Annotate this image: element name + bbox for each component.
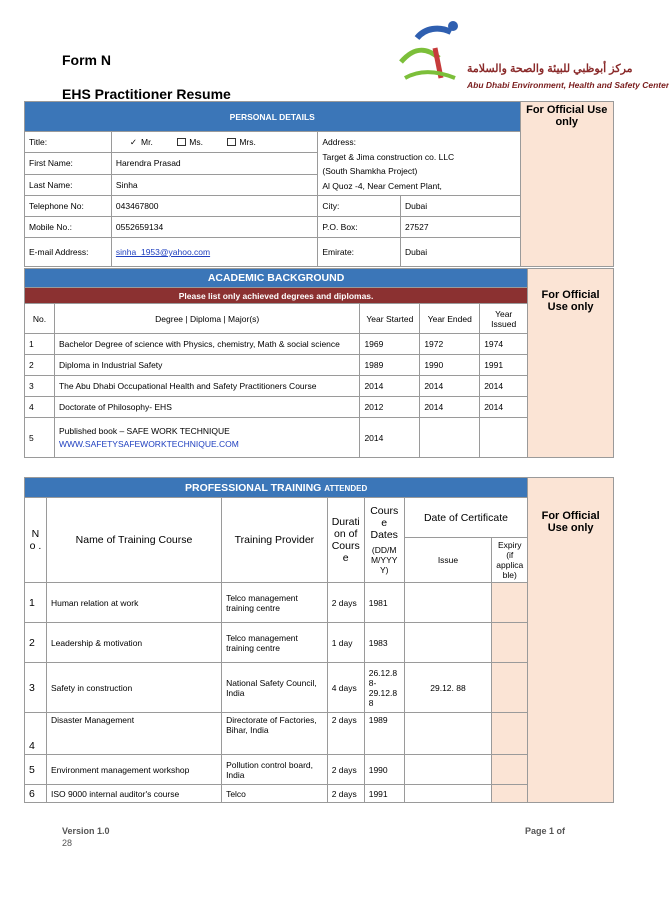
row-course: Human relation at work [46, 583, 221, 623]
mobile-label: Mobile No.: [25, 217, 112, 238]
email-link[interactable]: sinha_1953@yahoo.com [115, 247, 211, 257]
row-duration: 2 days [327, 785, 364, 803]
table-row [25, 713, 614, 755]
row-expiry [492, 785, 528, 803]
row-duration: 1 day [327, 623, 364, 663]
row-dates: 1990 [364, 755, 404, 785]
row-provider: National Safety Council, India [222, 663, 328, 713]
row-expiry [492, 755, 528, 785]
col-course-name: Name of Training Course [46, 498, 221, 583]
row-no: 5 [25, 418, 55, 458]
table-row [25, 355, 614, 376]
row-provider: Pollution control board, India [222, 755, 328, 785]
row-degree: The Abu Dhabi Occupational Health and Safety Practitioners Course [54, 376, 359, 397]
row-course: Safety in construction [46, 663, 221, 713]
row-no: 1 [25, 583, 47, 623]
row-issue: 29.12. 88 [404, 663, 492, 713]
col-expiry: Expiry (if applica ble) [492, 538, 528, 583]
row-issued: 1991 [480, 355, 528, 376]
col-degree: Degree | Diploma | Major(s) [54, 304, 359, 334]
col-duration: Durati on of Cours e [327, 498, 364, 583]
official-use-training: For Official Use only [528, 478, 614, 803]
pobox-label: P.O. Box: [318, 217, 401, 238]
logo-arabic-text: مركز أبوظبي للبيئة والصحة والسلامة [467, 63, 633, 75]
title-mrs[interactable]: Mrs. [239, 136, 256, 147]
logo-english-text: Abu Dhabi Environment, Health and Safety Center [467, 80, 669, 90]
personal-details-table [24, 101, 614, 267]
last-name-label: Last Name: [25, 174, 112, 195]
table-row [25, 418, 614, 458]
row-no: 3 [25, 663, 47, 713]
ead-logo [395, 18, 669, 100]
row-provider: Telco management training centre [222, 583, 328, 623]
row-provider: Telco management training centre [222, 623, 328, 663]
row-ended: 2014 [420, 376, 480, 397]
row-no: 4 [25, 397, 55, 418]
telephone-label: Telephone No: [25, 196, 112, 217]
row-ended: 1972 [420, 334, 480, 355]
professional-training-table [24, 477, 614, 803]
checkbox-ms-icon[interactable] [177, 138, 186, 146]
row-expiry [492, 713, 528, 755]
col-no: No. [25, 304, 55, 334]
row-degree: Bachelor Degree of science with Physics, chemistry, Math & social science [54, 334, 359, 355]
emirate-label: Emirate: [318, 238, 401, 267]
book-website-link[interactable]: WWW.SAFETYSAFEWORKTECHNIQUE.COM [58, 438, 239, 449]
city-value: Dubai [400, 196, 520, 217]
col-year-issued: Year Issued [480, 304, 528, 334]
row-provider: Directorate of Factories, Bihar, India [222, 713, 328, 755]
footer-page: Page 1 of [525, 826, 566, 836]
col-course-dates: Cours e Dates (DD/M M/YYY Y) [364, 498, 404, 583]
row-no: 4 [25, 713, 47, 755]
table-row [25, 755, 614, 785]
row-course: ISO 9000 internal auditor's course [46, 785, 221, 803]
personal-details-heading: PERSONAL DETAILS [25, 102, 521, 132]
title-ms[interactable]: Ms. [189, 136, 203, 147]
address-cell [318, 132, 520, 196]
row-dates: 1981 [364, 583, 404, 623]
checkbox-mrs-icon[interactable] [227, 138, 236, 146]
row-dates: 1991 [364, 785, 404, 803]
row-no: 3 [25, 376, 55, 397]
row-ended [420, 418, 480, 458]
emirate-value: Dubai [400, 238, 520, 267]
title-mr[interactable]: Mr. [141, 136, 153, 147]
last-name-value: Sinha [111, 174, 317, 195]
row-expiry [492, 583, 528, 623]
book-title: Published book – SAFE WORK TECHNIQUE [58, 425, 230, 436]
col-no: N o . [25, 498, 47, 583]
row-dates: 26.12.8 8- 29.12.8 8 [364, 663, 404, 713]
row-issued [480, 418, 528, 458]
row-issued: 2014 [480, 397, 528, 418]
row-course: Environment management workshop [46, 755, 221, 785]
row-course: Disaster Management [46, 713, 221, 755]
table-row [25, 376, 614, 397]
row-issue [404, 755, 492, 785]
address-line-2: (South Shamkha Project) [322, 166, 418, 176]
row-issued: 2014 [480, 376, 528, 397]
first-name-value: Harendra Prasad [111, 153, 317, 174]
col-issue: Issue [404, 538, 492, 583]
row-course: Leadership & motivation [46, 623, 221, 663]
row-duration: 2 days [327, 755, 364, 785]
form-title: Form N [62, 52, 111, 68]
address-line-1: Target & Jima construction co. LLC [322, 151, 455, 162]
col-date-certificate: Date of Certificate [404, 498, 528, 538]
telephone-value: 043467800 [111, 196, 317, 217]
row-duration: 2 days [327, 583, 364, 623]
table-row [25, 785, 614, 803]
row-duration: 2 days [327, 713, 364, 755]
row-started: 2014 [360, 418, 420, 458]
address-line-3: Al Quoz -4, Near Cement Plant, [322, 180, 442, 191]
row-degree: Diploma in Industrial Safety [54, 355, 359, 376]
footer-total-pages: 28 [62, 838, 73, 848]
row-no: 6 [25, 785, 47, 803]
table-row [25, 663, 614, 713]
academic-background-table [24, 268, 614, 458]
row-degree: Doctorate of Philosophy- EHS [54, 397, 359, 418]
first-name-label: First Name: [25, 153, 112, 174]
row-no: 2 [25, 355, 55, 376]
pobox-value: 27527 [400, 217, 520, 238]
table-row [25, 583, 614, 623]
row-issue [404, 785, 492, 803]
table-row [25, 334, 614, 355]
row-dates: 1989 [364, 713, 404, 755]
row-started: 2014 [360, 376, 420, 397]
row-started: 2012 [360, 397, 420, 418]
title-label: Title: [25, 132, 112, 153]
row-expiry [492, 663, 528, 713]
col-provider: Training Provider [222, 498, 328, 583]
title-options[interactable] [111, 132, 317, 153]
email-label: E-mail Address: [25, 238, 112, 267]
address-label: Address: [322, 137, 356, 147]
academic-heading: ACADEMIC BACKGROUND [25, 269, 528, 288]
row-duration: 4 days [327, 663, 364, 713]
row-no: 5 [25, 755, 47, 785]
row-issue [404, 713, 492, 755]
row-no: 1 [25, 334, 55, 355]
row-ended: 2014 [420, 397, 480, 418]
logo-figure-icon [395, 18, 465, 90]
row-ended: 1990 [420, 355, 480, 376]
mobile-value: 0552659134 [111, 217, 317, 238]
table-row [25, 623, 614, 663]
check-icon: ✓ [129, 136, 138, 147]
row-no: 2 [25, 623, 47, 663]
official-use-personal: For Official Use only [520, 102, 614, 267]
city-label: City: [318, 196, 401, 217]
official-use-academic: For Official Use only [528, 269, 614, 458]
row-issue [404, 623, 492, 663]
footer-version: Version 1.0 [62, 826, 110, 836]
row-started: 1989 [360, 355, 420, 376]
row-dates: 1983 [364, 623, 404, 663]
academic-note: Please list only achieved degrees and diplomas. [25, 288, 528, 304]
row-started: 1969 [360, 334, 420, 355]
training-heading: PROFESSIONAL TRAINING ATTENDED [25, 478, 528, 498]
col-year-ended: Year Ended [420, 304, 480, 334]
form-subtitle: EHS Practitioner Resume [62, 86, 231, 102]
table-row [25, 397, 614, 418]
row-expiry [492, 623, 528, 663]
col-year-started: Year Started [360, 304, 420, 334]
row-provider: Telco [222, 785, 328, 803]
row-issued: 1974 [480, 334, 528, 355]
row-issue [404, 583, 492, 623]
